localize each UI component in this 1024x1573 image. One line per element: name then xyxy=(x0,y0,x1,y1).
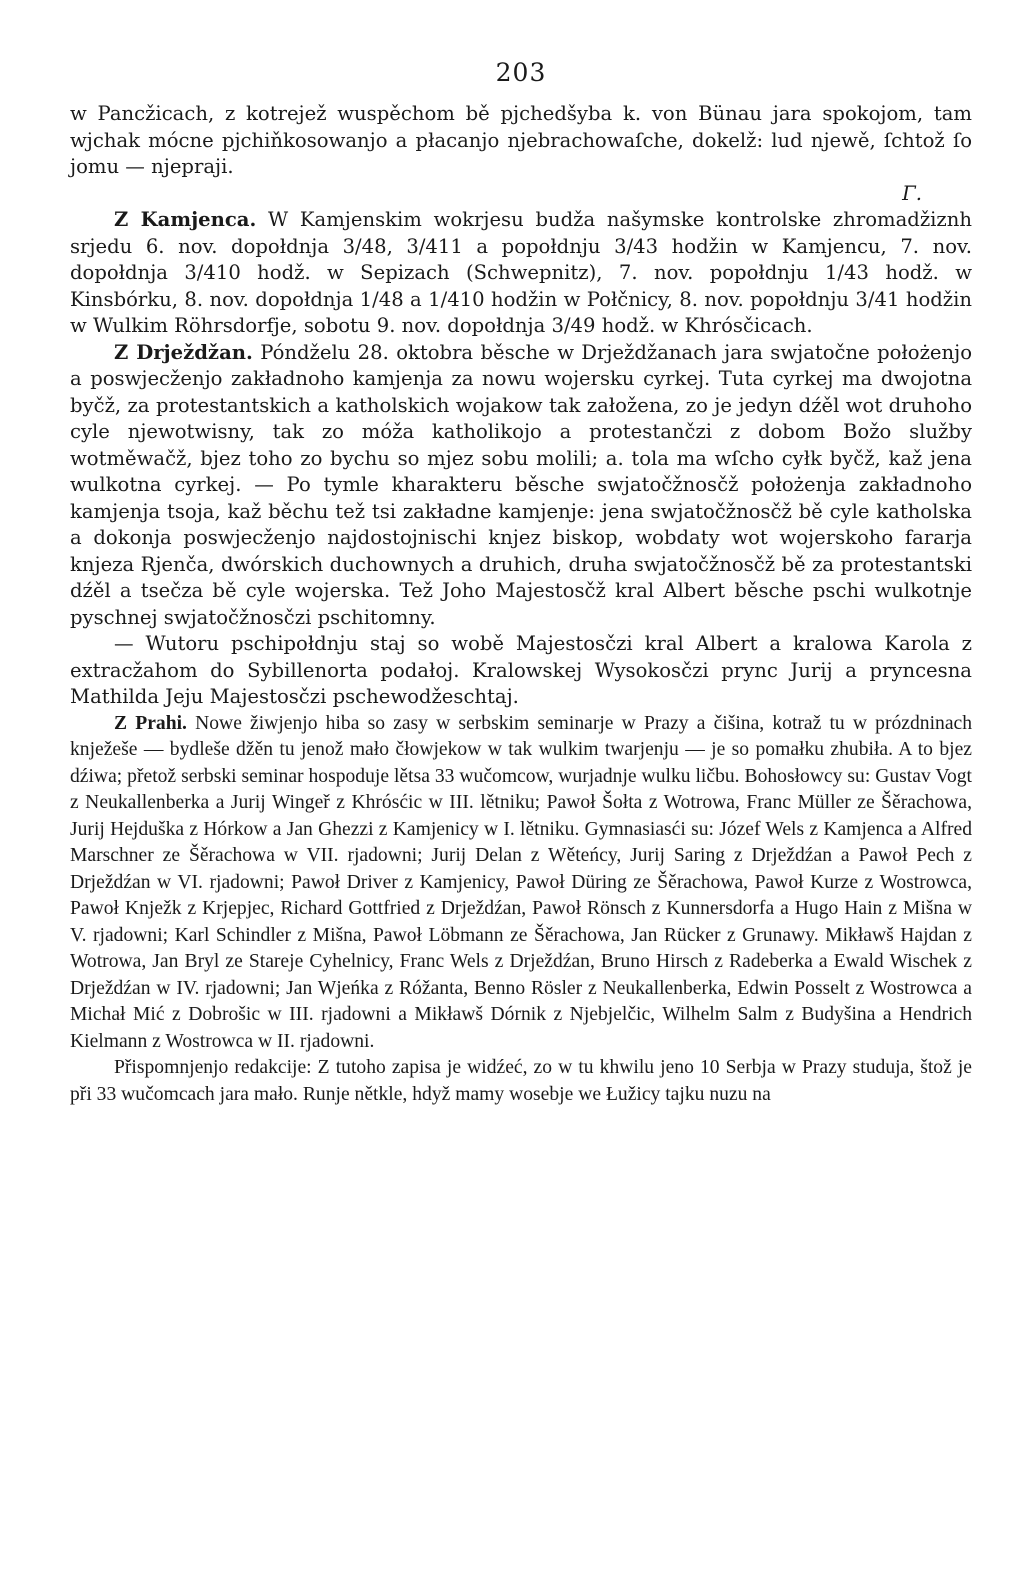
paragraph-drjezdzan xyxy=(70,340,972,632)
paragraph-kamjenc xyxy=(70,207,972,340)
paragraph-wutoru xyxy=(70,631,972,711)
paragraph-wutoru-text: — Wutoru pschipołdnju staj so wobě Majestosčzi kral Albert a kralowa Karola z extracžahom do Sybillenorta podałoj. Kralowskej Wysokosčzi prync Jurij a pryncesna Mathilda Jeju Majestosčzi pschewodžeschtaj. xyxy=(70,632,972,708)
paragraph-1-text: w Pancžicach, z kotrejež wuspěchom bě pjchedšyba k. von Bünau jara spokojom, tam wjchak mócne pjchiňkosowanjo a płacanjo njebrachowaſche, dokelž: lud njewě, ſchtož ſo jomu — njepraji. xyxy=(70,102,972,178)
paragraph-redakcija xyxy=(70,1055,972,1108)
paragraph-1 xyxy=(70,101,972,207)
dateline-kamjenc: Z Kamjenca. xyxy=(114,208,257,231)
author-signature: Γ. xyxy=(902,181,922,205)
page-number: 203 xyxy=(495,58,547,87)
paragraph-redakcija-text: Přispomnjenjo redakcije: Z tutoho zapisa je widźeć, zo w tu khwilu jeno 10 Serbja w Prazy studuja, štož je při 33 wučomcach jara mało. Runje nětkle, hdyž mamy wosebje we Łužicy tajku nuzu na xyxy=(70,1057,972,1105)
paragraph-prahi-text: Nowe žiwjenjo hiba so zasy w serbskim seminarje w Prazy a čišina, kotraž tu w prózdninach knježeše — bydleše džěn tu jenož mało čłowjekow w tak wulkim twarjenju — je so pomałku zhubiła. A to bjez dźiwa; přetož serbski seminar hospoduje lětsa 33 wučomcow, wurjadnje wulku ličbu. Bohosłowcy su: Gustav Vogt z Neukallenberka a Jurij Wingeř z Khrósćic w III. lětniku; Pawoł Šołta z Wotrowa, Franc Müller ze Šěrachowa, Jurij Hejduška z Hórkow a Jan Ghezzi z Kamjenicy w I. lětniku. Gymnasiasći su: Józef Wels z Kamjenca a Alfred Marschner ze Šěrachowa w VII. rjadowni; Jurij Delan z Wěteńcy, Jurij Saring z Drježdźan a Pawoł Pech z Drježdźan w VI. rjadowni; Pawoł Driver z Kamjenicy, Pawoł Düring ze Šěrachowa, Pawoł Kurze z Wostrowca, Pawoł Knježk z Krjepjec, Richard Gottfried z Drježdźan, Pawoł Rönsch z Kunnersdorfa a Hugo Hain z Mišna w V. rjadowni; Karl Schindler z Mišna, Pawoł Löbmann ze Šěrachowa, Jan Rücker z Grunawy. Mikławš Hajdan z Wotrowa, Jan Bryl ze Stareje Cyhelnicy, Franc Wels z Drježdźan, Bruno Hirsch z Radeberka a Ewald Wischek z Drježdźan w IV. rjadowni; Jan Wjeńka z Róžanta, Benno Rösler z Neukallenberka, Edwin Posselt z Wostrowca a Michał Mić z Dobrošic w III. rjadowni a Mikławš Dórnik z Njebjelčic, Wilhelm Salm z Budyšina a Hendrich Kielmann z Wostrowca w II. rjadowni. xyxy=(70,712,973,1052)
dateline-prahi: Z Prahi. xyxy=(114,712,187,734)
paragraph-prahi xyxy=(70,711,972,1056)
article-body xyxy=(70,101,972,1108)
paragraph-kamjenc-text: W Kamjenskim wokrjesu budža našymske kontrolske zhromadžiznh srjedu 6. nov. dopołdnja 3/48, 3/411 a popołdnju 3/43 hodžin w Kamjencu, 7. nov. dopołdnja 3/410 hodž. w Sepizach (Schwepnitz), 7. nov. popołdnju 1/43 hodž. w Kinsbórku, 8. nov. dopołdnja 1/48 a 1/410 hodžin w Połčnicy, 8. nov. popołdnju 3/41 hodžin w Wulkim Röhrsdorfje, sobotu 9. nov. dopołdnja 3/49 hodž. w Khrósčicach. xyxy=(70,208,972,337)
dateline-drjezdzan: Z Drježdžan. xyxy=(114,340,253,364)
paragraph-drjezdzan-text: Póndželu 28. oktobra běsche w Drježdžanach jara swjatočne położenjo a poswjecženjo zakładnoho kamjenja za nowu wojersku cyrkej. Tuta cyrkej ma dwojotna byčž, za protestantskich a katholskich wojakow tak załožena, zo je jedyn dźěl wot druhoho cyle njewotwisny, tak zo móža katholikojo a protestančzi z dobom Božo služby wotměwačž, bjez toho zo bychu so mjez sobu molili; a. tola ma wſcho cyłk byčž, kaž jena wulkotna cyrkej. — Po tymle kharakteru běsche swjatočžnosčž położenja zakładnoho kamjenja tsoja, kaž běchu tež tsi zakładne kamjenje: jena swjatočžnosčž bě cyle katholska a dokonja poswjecženjo najdostojnischi knjez biskop, wobdaty wot wojerskoho fararja knjeza Rjenča, dwórskich duchownych a druhich, druha swjatočžnosčž bě za protestantski dźěl a tsečza bě cyle wojerska. Tež Joho Majestosčž kral Albert běsche pschi wulkotnje pyschnej swjatočžnosčzi pschitomny. xyxy=(70,340,972,629)
